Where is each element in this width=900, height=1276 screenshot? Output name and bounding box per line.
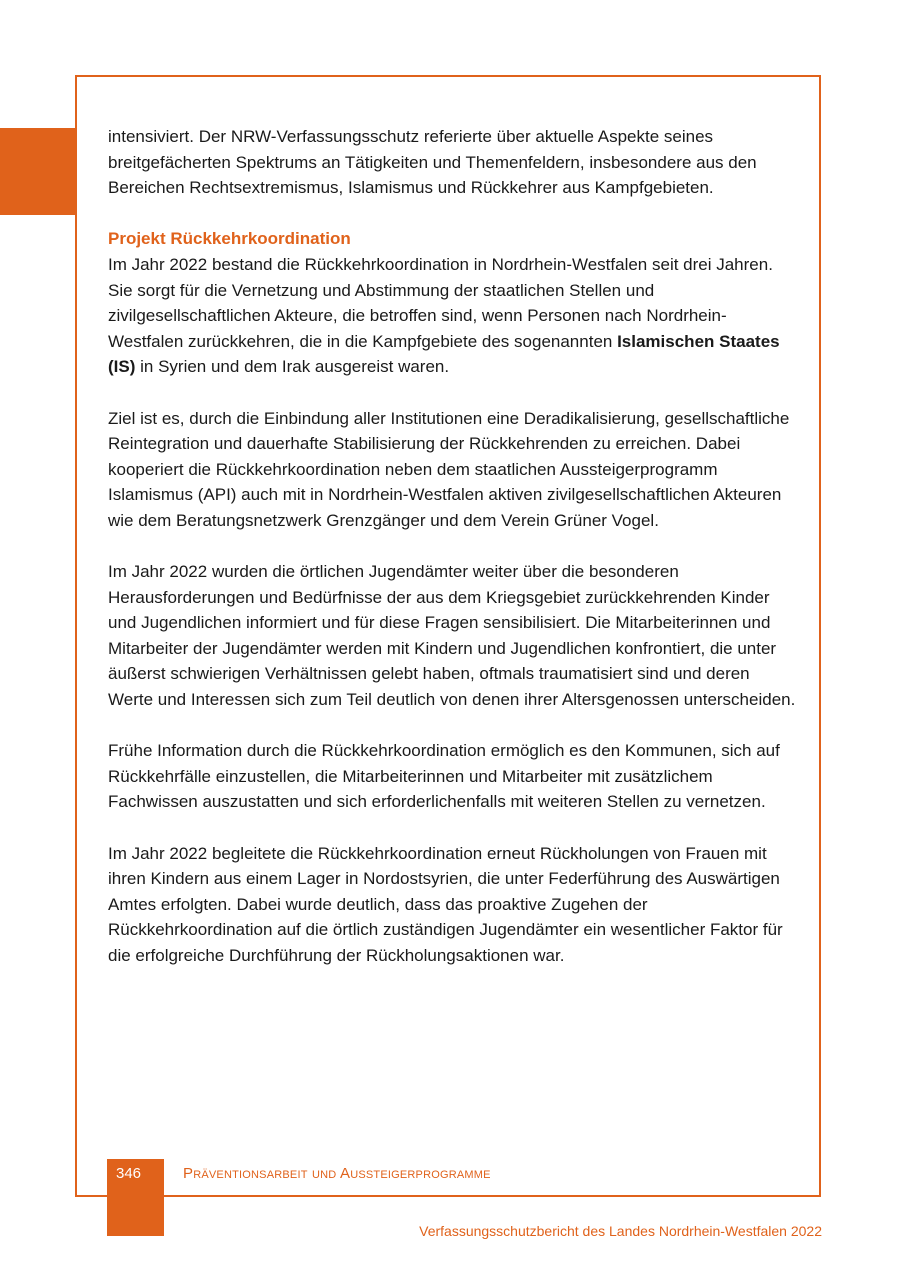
body-paragraph-2 <box>108 252 798 380</box>
paragraph-2-bold-term: Islamischen Staates (IS) <box>108 331 780 377</box>
body-paragraph-6: Im Jahr 2022 begleitete die Rückkehrkoordination erneut Rückholungen von Frauen mit ihren Kindern aus einem Lager in Nordostsyrien, die unter Federführung des Auswärtigen Amtes erfolgten. Dabei wurde deutlich, dass das proaktive Zugehen der Rückkehrkoordination auf die örtlich zuständigen Jugendämter ein wesentlicher Faktor für die erfolgreiche Durchführung der Rückholungsaktionen war. <box>108 843 783 965</box>
paragraph-2-text-end: in Syrien und dem Irak ausgereist waren. <box>135 357 450 377</box>
main-text <box>108 124 798 994</box>
paragraph-2-text-start: Im Jahr 2022 bestand die Rückkehrkoordination in Nordrhein-Westfalen seit drei Jahren. Sie sorgt für die Vernetzung und Abstimmung der staatlichen Stellen und zivilgesellschaftlichen Akteure, die betroffen sind, wenn Personen nach Nordrhein-Westfalen zurückkehren, die in die Kampfgebiete des sogenannten <box>108 254 773 351</box>
running-head: Präventionsarbeit und Aussteigerprogramme <box>183 1165 491 1182</box>
publication-footer: Verfassungsschutzbericht des Landes Nordrhein-Westfalen 2022 <box>419 1223 822 1239</box>
body-paragraph-3: Ziel ist es, durch die Einbindung aller Institutionen eine Deradikalisierung, gesellschaftliche Reintegration und dauerhafte Stabilisierung der Rückkehrenden zu erreichen. Dabei kooperiert die Rückkehrkoordination neben dem staatlichen Aussteigerprogramm Islamismus (API) auch mit in Nordrhein-Westfalen aktiven zivilgesellschaftlichen Akteuren wie dem Beratungsnetzwerk Grenzgänger und dem Verein Grüner Vogel. <box>108 408 790 530</box>
body-paragraph-1: intensiviert. Der NRW-Verfassungsschutz referierte über aktuelle Aspekte seines breitgefächerten Spektrums an Tätigkeiten und Themenfeldern, insbesondere aus den Bereichen Rechtsextremismus, Islamismus und Rückkehrer aus Kampfgebieten. <box>108 127 757 198</box>
body-paragraph-4: Im Jahr 2022 wurden die örtlichen Jugendämter weiter über die besonderen Herausforderungen und Bedürfnisse der aus dem Kriegsgebiet zurückkehrenden Kinder und Jugendlichen informiert und für diese Fragen sensibilisiert. Die Mitarbeiterinnen und Mitarbeiter der Jugendämter werden mit Kindern und Jugendlichen konfrontiert, die unter äußerst schwierigen Verhältnissen gelebt haben, oftmals traumatisiert sind und deren Werte und Interessen sich zum Teil deutlich von denen ihrer Altersgenossen unterscheiden. <box>108 562 796 710</box>
section-heading: Projekt Rückkehrkoordination <box>108 229 351 249</box>
chapter-side-tab <box>0 128 76 215</box>
body-paragraph-5: Frühe Information durch die Rückkehrkoordination ermöglich es den Kommunen, sich auf Rückkehrfälle einzustellen, die Mitarbeiterinnen und Mitarbeiter mit zusätzlichem Fachwissen auszustatten und sich erforderlichenfalls mit weiteren Stellen zu vernetzen. <box>108 741 780 812</box>
page-number: 346 <box>115 1165 142 1182</box>
